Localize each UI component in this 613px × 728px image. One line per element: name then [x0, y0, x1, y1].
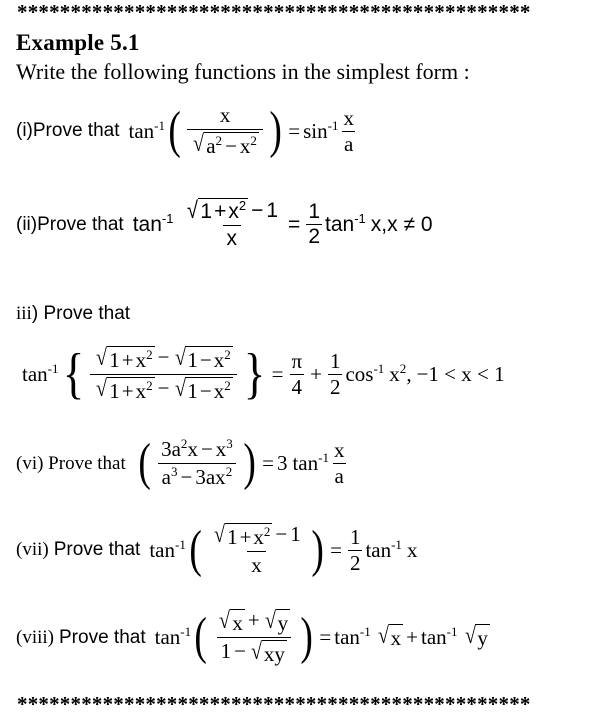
variable-a: a — [161, 465, 171, 489]
function-tan-inverse-rhs — [365, 538, 402, 563]
fn-name: tan — [22, 362, 48, 386]
fraction-denominator — [187, 129, 263, 159]
operator-plus: + — [214, 200, 227, 223]
paren-close-icon: ) — [269, 101, 282, 159]
radicand-var2-exponent: 2 — [250, 133, 257, 148]
paren-open-icon: ( — [194, 608, 208, 666]
radicand-var: x — [253, 525, 264, 549]
problem-label-vii-rest: Prove that — [53, 539, 141, 560]
fraction-x-over-a — [341, 106, 356, 157]
fraction-denominator: 2 — [329, 375, 341, 399]
radicand-var: x — [213, 348, 225, 372]
problem-label-i: (i)Prove that — [16, 120, 120, 141]
radical-group-1 — [94, 346, 154, 373]
problem-label-iii-rest: ) Prove that — [31, 303, 131, 324]
variable-x: x — [187, 437, 198, 461]
radical-icon: √ — [187, 197, 199, 223]
variable-x: x — [389, 362, 400, 386]
argument-x-squared — [389, 362, 406, 387]
operator-minus: − — [180, 465, 193, 489]
radical-group-2 — [173, 346, 233, 373]
paren-close-icon: ) — [243, 434, 256, 492]
condition-text: −1 < x < 1 — [416, 362, 505, 386]
problem-label-vii-roman: (vii) — [16, 539, 49, 560]
operator-minus: − — [234, 639, 246, 663]
fn-exponent: -1 — [327, 117, 339, 133]
fn-name: tan — [154, 625, 181, 649]
radical-group-rhs-2 — [463, 624, 490, 651]
fn-exponent: -1 — [373, 361, 385, 376]
fraction-denominator — [90, 374, 236, 404]
fraction-numerator: x — [333, 438, 345, 462]
fraction-numerator: 1 — [308, 200, 320, 223]
radicand-var: x — [228, 200, 239, 223]
radicand-exponent: 2 — [215, 133, 223, 148]
operator-minus: − — [275, 522, 288, 546]
pi-symbol: π — [291, 349, 303, 373]
problem-label-viii-roman: (viii) — [16, 626, 54, 648]
fraction-x-over-a — [332, 438, 347, 489]
function-tan-inverse — [22, 362, 59, 387]
fraction-i — [187, 103, 263, 159]
exponent: 2 — [180, 436, 188, 451]
radicand-one: 1 — [227, 525, 238, 549]
fraction-denominator: 2 — [308, 225, 320, 248]
fn-exponent: -1 — [174, 536, 186, 552]
radicand-exponent: 2 — [224, 347, 231, 362]
fraction-vii — [208, 522, 305, 578]
operator-plus: + — [121, 379, 134, 403]
fn-exponent: -1 — [359, 624, 371, 639]
fraction-denominator — [217, 637, 291, 667]
problem-item-vi — [16, 434, 349, 492]
coefficient-3: 3 — [276, 451, 288, 475]
fraction-denominator: a — [334, 464, 344, 488]
radicand-one: 1 — [187, 379, 198, 403]
fraction-one-half — [348, 525, 363, 576]
fraction-numerator — [208, 522, 305, 551]
radical-icon: √ — [96, 345, 108, 371]
coefficient: 3a — [161, 437, 181, 461]
function-tan-inverse-rhs — [325, 210, 366, 237]
function-tan-inverse-rhs-2 — [421, 625, 458, 650]
fn-exponent: -1 — [161, 210, 174, 226]
fraction-denominator: 2 — [349, 550, 361, 575]
operator-plus: + — [406, 625, 419, 649]
exponent: 3 — [171, 464, 178, 479]
radical-group — [212, 523, 272, 550]
problem-item-i — [16, 103, 359, 159]
radical-group-rhs-1 — [376, 624, 403, 651]
exponent: 3 — [226, 436, 233, 451]
fn-name: tan — [421, 625, 447, 649]
paren-open-icon: ( — [168, 101, 181, 159]
radical-icon: √ — [174, 345, 186, 371]
radical-group-1 — [94, 377, 154, 404]
radicand-exponent: 2 — [146, 347, 153, 362]
radical-icon: √ — [219, 608, 231, 634]
operator-minus: − — [157, 345, 170, 369]
radical-icon: √ — [96, 376, 108, 402]
operator-plus: + — [247, 608, 260, 632]
radical-icon: √ — [193, 131, 205, 157]
fn-exponent: -1 — [354, 210, 366, 226]
fn-exponent: -1 — [180, 624, 192, 639]
fn-name: tan — [132, 212, 162, 236]
operator-minus: − — [199, 379, 212, 403]
radical-group-xy — [249, 640, 287, 667]
problem-item-ii — [16, 198, 433, 251]
fraction-vi — [157, 437, 237, 490]
fn-name: tan — [365, 537, 392, 562]
radicand-exponent: 2 — [238, 198, 247, 213]
radicand-exponent: 2 — [146, 378, 153, 393]
problem-item-vii — [16, 522, 417, 578]
fn-exponent: -1 — [154, 117, 165, 133]
fraction-numerator: 1 — [349, 524, 361, 549]
equals-sign: = — [319, 625, 332, 649]
paren-close-icon: ) — [311, 520, 324, 578]
paren-close-icon: ) — [300, 608, 313, 666]
operator-plus: + — [239, 525, 252, 549]
radicand-one: 1 — [200, 200, 213, 223]
radicand-one: 1 — [187, 348, 198, 372]
radical-icon: √ — [214, 522, 226, 548]
fn-name: cos — [345, 362, 374, 386]
radicand-var: x — [213, 379, 225, 403]
exponent: 2 — [399, 361, 407, 376]
function-tan-inverse — [132, 210, 174, 237]
fn-exponent: -1 — [391, 536, 402, 552]
exponent: 2 — [225, 464, 233, 479]
radicand-y: y — [477, 626, 488, 650]
fraction-iii — [90, 345, 236, 404]
function-sin-inverse — [303, 119, 338, 144]
fraction-one-half — [328, 349, 343, 400]
problem-label-iii-row — [16, 303, 130, 325]
variable-x: x — [406, 537, 418, 562]
variable-x: x — [215, 437, 227, 461]
denominator-one: 1 — [220, 639, 232, 663]
numerator-trailing-one: 1 — [290, 522, 301, 546]
problem-label-ii: (ii)Prove that — [16, 213, 124, 235]
radicand-y: y — [277, 611, 289, 635]
operator-plus: + — [121, 348, 134, 372]
fraction-denominator: x — [223, 225, 242, 251]
function-cos-inverse — [345, 362, 384, 387]
fraction-numerator: x — [343, 105, 354, 130]
fn-exponent: -1 — [47, 361, 59, 376]
radicand-var: x — [135, 348, 147, 372]
fraction-ii — [181, 198, 282, 251]
radical-group — [191, 132, 259, 159]
radical-group-2 — [173, 377, 233, 404]
brace-open-icon: { — [62, 342, 84, 405]
equals-sign: = — [288, 212, 301, 236]
radical-icon: √ — [464, 623, 476, 649]
decorative-rule-bottom: ************************************************ — [17, 694, 531, 714]
paren-open-icon: ( — [138, 434, 151, 492]
function-tan-inverse-rhs-1 — [334, 625, 371, 650]
function-tan-inverse — [149, 538, 186, 563]
comma: , — [381, 212, 388, 236]
radicand-one: 1 — [109, 379, 120, 403]
decorative-rule-top: ************************************************ — [17, 2, 531, 22]
function-tan-inverse — [128, 119, 165, 144]
fraction-denominator — [158, 463, 237, 490]
numerator-trailing-one: 1 — [266, 199, 279, 222]
operator-minus: − — [200, 437, 213, 461]
radical-group-1 — [217, 609, 244, 636]
operator-minus: − — [225, 134, 237, 158]
radicand-var2: x — [239, 134, 251, 158]
page-title: Example 5.1 — [16, 30, 140, 55]
fn-name: tan — [149, 537, 175, 562]
fraction-denominator: 4 — [291, 375, 303, 399]
fraction-viii — [213, 608, 294, 667]
radical-group-2 — [263, 609, 290, 636]
operator-plus: + — [310, 362, 322, 386]
fraction-denominator: a — [344, 131, 354, 156]
problem-label-vi-roman: (vi) Prove that — [16, 452, 126, 474]
fraction-numerator: 1 — [329, 349, 341, 373]
fn-exponent: -1 — [318, 450, 329, 465]
function-tan-inverse-rhs — [292, 451, 329, 476]
fraction-numerator — [213, 608, 294, 637]
variable-x: x — [370, 212, 382, 236]
fraction-denominator: x — [247, 551, 266, 578]
fn-name: tan — [325, 212, 355, 236]
radicand-x: x — [390, 626, 402, 650]
operator-minus: − — [251, 199, 264, 222]
problem-item-iii — [22, 342, 505, 405]
radicand-base: a — [206, 134, 216, 158]
brace-close-icon: } — [243, 342, 265, 405]
problem-label-viii-rest: Prove that — [59, 626, 146, 648]
problem-label-iii-roman: iii — [16, 303, 32, 324]
comma: , — [406, 362, 412, 386]
operator-minus: − — [157, 376, 170, 400]
radical-icon: √ — [377, 623, 389, 649]
instruction-text: Write the following functions in the simplest form : — [16, 59, 470, 84]
radicand-x: x — [232, 611, 243, 635]
fn-name: tan — [128, 118, 155, 143]
equals-sign: = — [262, 451, 274, 475]
fraction-numerator — [90, 345, 236, 374]
radicand-exponent: 2 — [263, 524, 271, 539]
coefficient: 3ax — [195, 465, 226, 489]
fraction-numerator — [157, 437, 237, 463]
equals-sign: = — [271, 362, 284, 386]
fraction-numerator — [181, 198, 282, 225]
paren-open-icon: ( — [189, 520, 202, 578]
radicand-one: 1 — [109, 348, 120, 372]
fraction-one-half — [306, 200, 322, 249]
fraction-numerator: x — [219, 103, 231, 127]
function-tan-inverse — [155, 625, 192, 650]
fn-exponent: -1 — [446, 624, 458, 639]
fn-name: tan — [334, 625, 360, 649]
equals-sign: = — [330, 537, 342, 562]
radical-icon: √ — [264, 608, 276, 634]
radicand-xy: xy — [263, 642, 285, 666]
fn-name: sin — [303, 118, 328, 143]
radical-icon: √ — [174, 376, 186, 402]
condition-text: x ≠ 0 — [387, 212, 433, 236]
fn-name: tan — [292, 451, 319, 475]
fraction-pi-over-4 — [290, 349, 305, 400]
operator-minus: − — [199, 348, 212, 372]
equals-sign: = — [288, 118, 301, 143]
radical-group — [185, 198, 248, 224]
radicand-var: x — [135, 379, 147, 403]
radical-icon: √ — [250, 639, 262, 665]
radicand-exponent: 2 — [224, 378, 231, 393]
problem-item-viii — [16, 608, 490, 667]
